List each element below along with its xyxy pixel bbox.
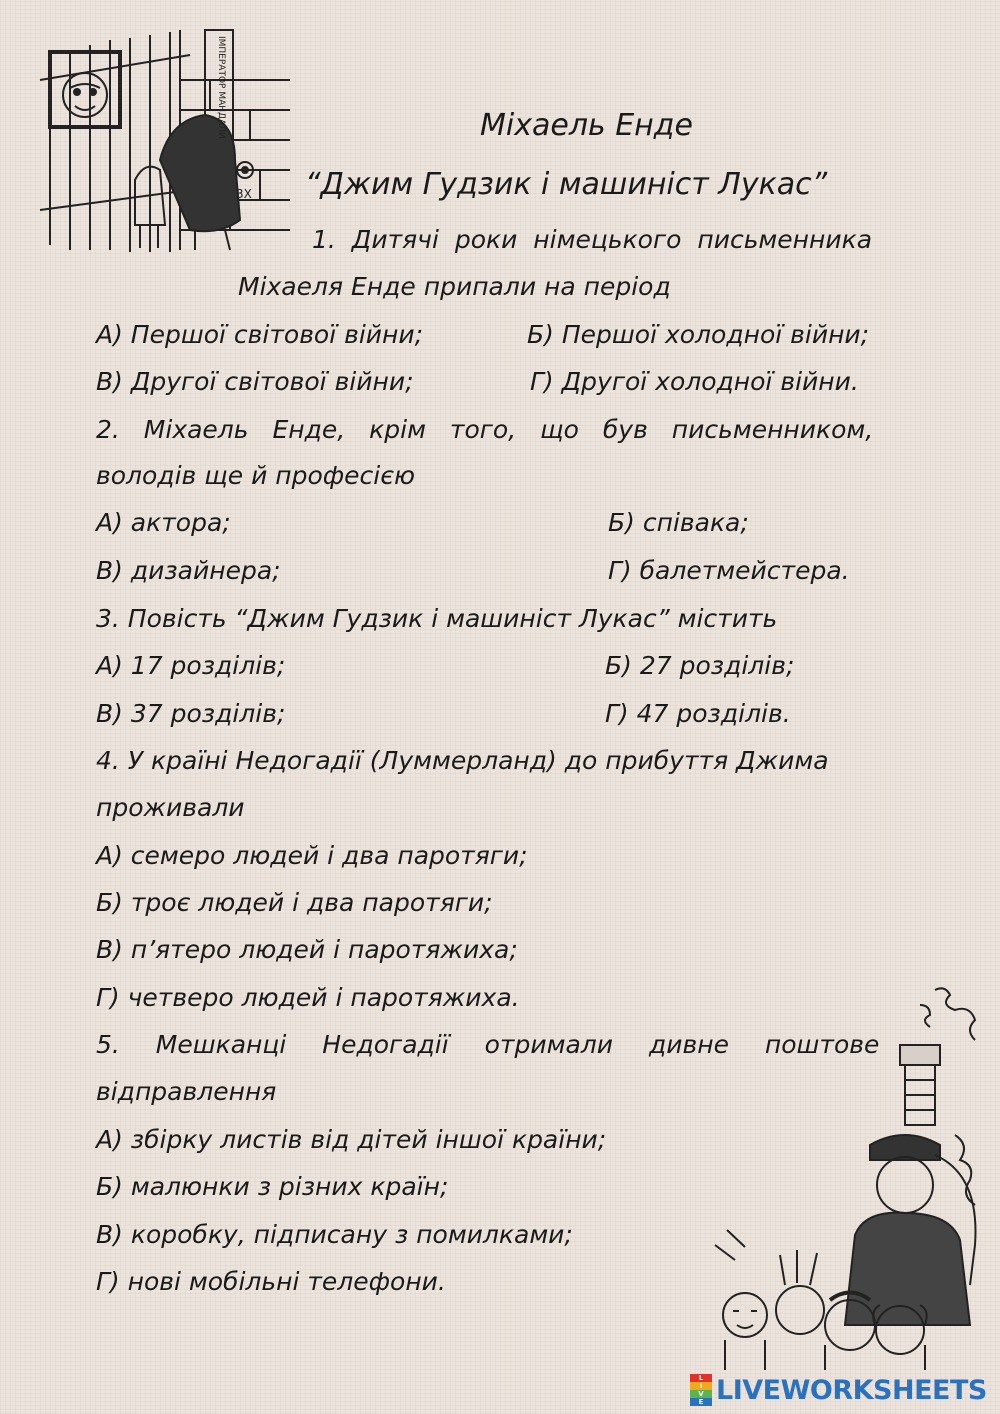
question-2-option-d: Г) балетмейстера.: [608, 556, 850, 585]
question-4-option-b: Б) троє людей і два паротяги;: [96, 888, 493, 917]
question-2-line-2: володів ще й професією: [96, 461, 416, 490]
question-2-option-a: А) актора;: [96, 508, 231, 537]
liveworksheets-logo[interactable]: [690, 1372, 990, 1408]
question-4-line-2: проживали: [96, 793, 245, 822]
badge-letter-v: V: [690, 1390, 712, 1398]
question-3-line-1: 3. Повість “Джим Гудзик і машиніст Лукас” містить: [96, 604, 778, 633]
question-4-option-a: А) семеро людей і два паротяги;: [96, 841, 528, 870]
question-3-option-d: Г) 47 розділів.: [605, 699, 791, 728]
badge-letter-l: L: [690, 1374, 712, 1382]
live-badge-icon: [690, 1374, 712, 1406]
question-3-option-a: А) 17 розділів;: [96, 651, 286, 680]
question-3-option-b: Б) 27 розділів;: [605, 651, 795, 680]
brand-name: LIVEWORKSHEETS: [716, 1374, 987, 1406]
badge-letter-i: I: [690, 1382, 712, 1390]
question-4-option-c: В) п’ятеро людей і паротяжиха;: [96, 935, 518, 964]
question-1-option-c: В) Другої світової війни;: [96, 367, 414, 396]
question-2-option-c: В) дизайнера;: [96, 556, 281, 585]
author-heading: Міхаель Енде: [480, 108, 693, 143]
question-4-line-1: 4. У країні Недогадії (Луммерланд) до прибуття Джима: [96, 746, 829, 775]
question-1-line-1: 1. Дитячі роки німецького письменника: [312, 225, 873, 254]
question-5-option-a: А) збірку листів від дітей іншої країни;: [96, 1125, 607, 1154]
question-5-option-d: Г) нові мобільні телефони.: [96, 1267, 446, 1296]
sign-text: ІМПЕРАТОР МАНДАЛИ: [216, 36, 226, 139]
tag-text: 3Х: [236, 187, 252, 201]
question-1-option-a: А) Першої світової війни;: [96, 320, 424, 349]
question-5-line-2: відправлення: [96, 1077, 277, 1106]
question-3-option-c: В) 37 розділів;: [96, 699, 286, 728]
question-1-option-b: Б) Першої холодної війни;: [527, 320, 870, 349]
question-1-option-d: Г) Другої холодної війни.: [530, 367, 859, 396]
question-2-line-1: 2. Міхаель Енде, крім того, що був письменником,: [96, 415, 874, 444]
top-illustration: [30, 20, 300, 260]
question-2-option-b: Б) співака;: [608, 508, 749, 537]
question-4-option-d: Г) четверо людей і паротяжиха.: [96, 983, 520, 1012]
question-1-line-2: Міхаеля Енде припали на період: [238, 272, 671, 301]
question-5-option-b: Б) малюнки з різних країн;: [96, 1172, 449, 1201]
badge-letter-e: E: [690, 1398, 712, 1406]
question-5-line-1: 5. Мешканці Недогадії отримали дивне поштове: [96, 1030, 880, 1059]
question-5-option-c: В) коробку, підписану з помилками;: [96, 1220, 573, 1249]
book-title: “Джим Гудзик і машиніст Лукас”: [305, 167, 828, 202]
